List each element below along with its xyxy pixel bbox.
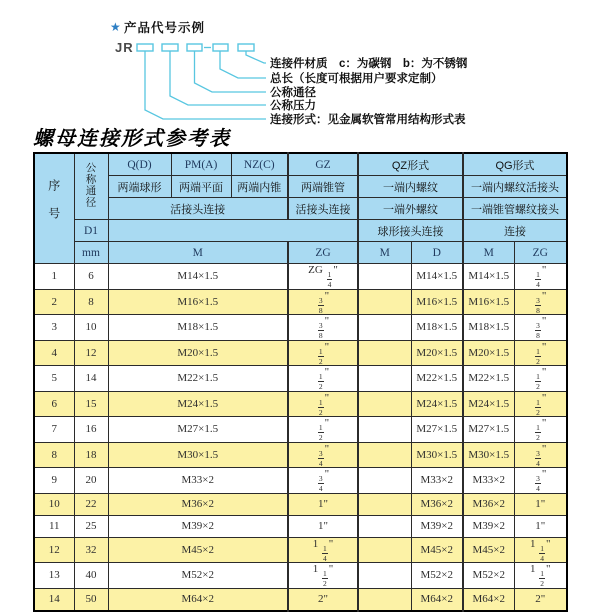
qg-thread-m: M22×1.5: [463, 366, 514, 392]
qz-thread-d: M22×1.5: [411, 366, 463, 392]
row-number: 1: [34, 264, 74, 290]
qz-thread-d: M36×2: [411, 493, 463, 515]
row-number: 11: [34, 515, 74, 537]
table-row: [34, 417, 567, 443]
qg-thread-zg: $\frac{3}{8}$ ": [514, 289, 567, 315]
qz-thread-d: M20×1.5: [411, 340, 463, 366]
desc-pm: 两端平面: [171, 176, 231, 198]
qg-thread-zg: $\frac{3}{4}$ ": [514, 442, 567, 468]
qg-thread-zg: $\frac{1}{2}$ ": [514, 417, 567, 443]
union-thread-m: M64×2: [108, 588, 288, 611]
diagram-title: 产品代号示例: [124, 21, 206, 35]
row-number: 14: [34, 588, 74, 611]
qg-thread-zg: 1": [514, 493, 567, 515]
table-row: [34, 468, 567, 494]
label-connection: 连接形式：见金属软管常用结构形式表: [270, 114, 466, 126]
col-header-pm: PM(A): [171, 153, 231, 176]
qz-thread-d: M16×1.5: [411, 289, 463, 315]
qz-thread-d: M39×2: [411, 515, 463, 537]
nominal-diameter-mm: 10: [74, 315, 108, 341]
union-thread-m: M22×1.5: [108, 366, 288, 392]
qg-thread-zg: $\frac{1}{2}$ ": [514, 340, 567, 366]
table-title: 螺母连接形式参考表: [33, 126, 231, 150]
code-box-5: [238, 44, 254, 51]
row-number: 13: [34, 563, 74, 589]
qz-thread-m: [358, 366, 411, 392]
label-pressure: 公称压力: [270, 100, 316, 112]
nominal-diameter-mm: 6: [74, 264, 108, 290]
qg-thread-m: M20×1.5: [463, 340, 514, 366]
label-length: 总长（长度可根据用户要求定制）: [270, 73, 443, 85]
qz-thread-m: [358, 264, 411, 290]
leader-line-length: [220, 51, 266, 78]
qz-thread-m: [358, 391, 411, 417]
qg-thread-zg: $\frac{1}{2}$ ": [514, 391, 567, 417]
union-thread-m: M27×1.5: [108, 417, 288, 443]
qz-thread-m: [358, 442, 411, 468]
table-row: [34, 340, 567, 366]
qg-thread-m: M52×2: [463, 563, 514, 589]
row-number: 8: [34, 442, 74, 468]
label-material: 连接件材质 c：为碳钢 b：为不锈钢: [270, 58, 468, 70]
nut-connection-table: [33, 152, 568, 612]
desc-union-connection: 活接头连接: [108, 198, 288, 220]
desc-qg-union: 一端内螺纹活接头: [463, 176, 567, 198]
col-header-gz: GZ: [288, 153, 358, 176]
taper-thread-zg: $\frac{1}{2}$ ": [288, 366, 358, 392]
nominal-diameter-mm: 14: [74, 366, 108, 392]
qg-thread-m: M30×1.5: [463, 442, 514, 468]
table-row: [34, 588, 567, 611]
taper-thread-zg: $\frac{1}{2}$ ": [288, 340, 358, 366]
taper-thread-zg: $\frac{3}{4}$ ": [288, 468, 358, 494]
desc-q: 两端球形: [108, 176, 171, 198]
col-header-nz: NZ(C): [231, 153, 288, 176]
taper-thread-zg: ZG $\frac{1}{4}$ ": [288, 264, 358, 290]
row-number: 5: [34, 366, 74, 392]
taper-thread-zg: $\frac{3}{4}$ ": [288, 442, 358, 468]
qg-thread-m: M27×1.5: [463, 417, 514, 443]
qz-thread-m: [358, 563, 411, 589]
product-code-diagram: [0, 0, 600, 128]
nominal-diameter-mm: 40: [74, 563, 108, 589]
code-box-2: [162, 44, 178, 51]
union-thread-m: M45×2: [108, 537, 288, 563]
taper-thread-zg: $\frac{1}{2}$ ": [288, 417, 358, 443]
qz-thread-m: [358, 289, 411, 315]
desc-qz-inner-thread: 一端内螺纹: [358, 176, 463, 198]
table-row: [34, 493, 567, 515]
qz-thread-d: M45×2: [411, 537, 463, 563]
table-row: [34, 264, 567, 290]
qg-thread-m: M33×2: [463, 468, 514, 494]
row-number: 2: [34, 289, 74, 315]
qg-thread-zg: $\frac{3}{8}$ ": [514, 315, 567, 341]
union-thread-m: M36×2: [108, 493, 288, 515]
qz-thread-m: [358, 468, 411, 494]
unit-mm: mm: [74, 242, 108, 264]
product-code-prefix: JR: [115, 40, 134, 55]
qg-thread-zg: 2": [514, 588, 567, 611]
desc-qz-outer-thread: 一端外螺纹: [358, 198, 463, 220]
union-thread-m: M20×1.5: [108, 340, 288, 366]
col-header-seq: 序号: [34, 153, 74, 264]
nominal-diameter-mm: 15: [74, 391, 108, 417]
qg-thread-m: M18×1.5: [463, 315, 514, 341]
union-thread-m: M39×2: [108, 515, 288, 537]
unit-zg-qg: ZG: [514, 242, 567, 264]
qg-thread-zg: 1 $\frac{1}{2}$ ": [514, 563, 567, 589]
qg-thread-m: M45×2: [463, 537, 514, 563]
row-number: 10: [34, 493, 74, 515]
taper-thread-zg: $\frac{3}{8}$ ": [288, 289, 358, 315]
row-number: 9: [34, 468, 74, 494]
desc-qg-taper-thread: 一端锥管螺纹接头: [463, 198, 567, 220]
qg-thread-zg: $\frac{1}{2}$ ": [514, 366, 567, 392]
qz-thread-m: [358, 417, 411, 443]
qz-thread-d: M52×2: [411, 563, 463, 589]
label-diameter: 公称通径: [270, 87, 316, 99]
qz-thread-m: [358, 315, 411, 341]
unit-m-qg: M: [463, 242, 514, 264]
taper-thread-zg: 1 $\frac{1}{4}$ ": [288, 537, 358, 563]
row-number: 7: [34, 417, 74, 443]
header-row-5: [34, 242, 567, 264]
qz-thread-d: M14×1.5: [411, 264, 463, 290]
qz-thread-d: M24×1.5: [411, 391, 463, 417]
qg-thread-m: M36×2: [463, 493, 514, 515]
nominal-diameter-mm: 18: [74, 442, 108, 468]
union-thread-m: M18×1.5: [108, 315, 288, 341]
nominal-diameter-mm: 22: [74, 493, 108, 515]
taper-thread-zg: 1 $\frac{1}{2}$ ": [288, 563, 358, 589]
qg-thread-zg: $\frac{1}{4}$ ": [514, 264, 567, 290]
col-header-nominal-diameter: 公称通径: [74, 153, 108, 220]
header-row-2: [34, 176, 567, 198]
union-thread-m: M33×2: [108, 468, 288, 494]
nominal-diameter-mm: 50: [74, 588, 108, 611]
col-header-qg: QG形式: [463, 153, 567, 176]
leader-line-connection: [145, 51, 266, 119]
qz-thread-m: [358, 493, 411, 515]
table-row: [34, 391, 567, 417]
code-box-1: [137, 44, 153, 51]
qz-thread-m: [358, 515, 411, 537]
qg-thread-m: M64×2: [463, 588, 514, 611]
table-row: [34, 366, 567, 392]
col-header-d1: D1: [74, 220, 108, 242]
union-thread-m: M14×1.5: [108, 264, 288, 290]
table-row: [34, 537, 567, 563]
star-icon: ★: [110, 20, 121, 34]
desc-qz-ball-joint: 球形接头连接: [358, 220, 463, 242]
qz-thread-d: M27×1.5: [411, 417, 463, 443]
header-row-4: [34, 220, 567, 242]
qg-thread-m: M39×2: [463, 515, 514, 537]
qg-thread-zg: 1 $\frac{1}{4}$ ": [514, 537, 567, 563]
header-row-3: [34, 198, 567, 220]
code-box-3: [187, 44, 202, 51]
nominal-diameter-mm: 12: [74, 340, 108, 366]
qz-thread-m: [358, 537, 411, 563]
col-header-qz: QZ形式: [358, 153, 463, 176]
qg-thread-zg: $\frac{3}{4}$ ": [514, 468, 567, 494]
taper-thread-zg: 2": [288, 588, 358, 611]
row-number: 6: [34, 391, 74, 417]
qz-thread-d: M64×2: [411, 588, 463, 611]
qz-thread-m: [358, 588, 411, 611]
header-row-1: [34, 153, 567, 176]
qg-thread-m: M16×1.5: [463, 289, 514, 315]
taper-thread-zg: $\frac{3}{8}$ ": [288, 315, 358, 341]
qg-thread-m: M24×1.5: [463, 391, 514, 417]
qz-thread-d: M30×1.5: [411, 442, 463, 468]
col-header-q: Q(D): [108, 153, 171, 176]
taper-thread-zg: 1": [288, 515, 358, 537]
row-number: 3: [34, 315, 74, 341]
row-number: 12: [34, 537, 74, 563]
qz-thread-d: M33×2: [411, 468, 463, 494]
desc-gz: 两端锥管: [288, 176, 358, 198]
desc-gz-union-connection: 活接头连接: [288, 198, 358, 220]
union-thread-m: M24×1.5: [108, 391, 288, 417]
unit-m-qz: M: [358, 242, 411, 264]
table-row: [34, 289, 567, 315]
union-thread-m: M16×1.5: [108, 289, 288, 315]
desc-qg-connection: 连接: [463, 220, 567, 242]
nominal-diameter-mm: 32: [74, 537, 108, 563]
leader-line-material: [246, 51, 266, 63]
table-row: [34, 315, 567, 341]
qz-thread-m: [358, 340, 411, 366]
row-number: 4: [34, 340, 74, 366]
leader-line-diameter: [195, 51, 267, 92]
qz-thread-d: M18×1.5: [411, 315, 463, 341]
nominal-diameter-mm: 8: [74, 289, 108, 315]
taper-thread-zg: 1": [288, 493, 358, 515]
qg-thread-m: M14×1.5: [463, 264, 514, 290]
nominal-diameter-mm: 25: [74, 515, 108, 537]
table-row: [34, 515, 567, 537]
nominal-diameter-mm: 16: [74, 417, 108, 443]
nominal-diameter-mm: 20: [74, 468, 108, 494]
union-thread-m: M30×1.5: [108, 442, 288, 468]
qg-thread-zg: 1": [514, 515, 567, 537]
desc-nz: 两端内锥: [231, 176, 288, 198]
unit-m-union: M: [108, 242, 288, 264]
unit-zg-gz: ZG: [288, 242, 358, 264]
spacer-cell: [108, 220, 358, 242]
unit-d-qz: D: [411, 242, 463, 264]
table-body: [34, 264, 567, 611]
table-header: [34, 153, 567, 264]
table-row: [34, 442, 567, 468]
table-row: [34, 563, 567, 589]
union-thread-m: M52×2: [108, 563, 288, 589]
taper-thread-zg: $\frac{1}{2}$ ": [288, 391, 358, 417]
code-box-4: [213, 44, 228, 51]
